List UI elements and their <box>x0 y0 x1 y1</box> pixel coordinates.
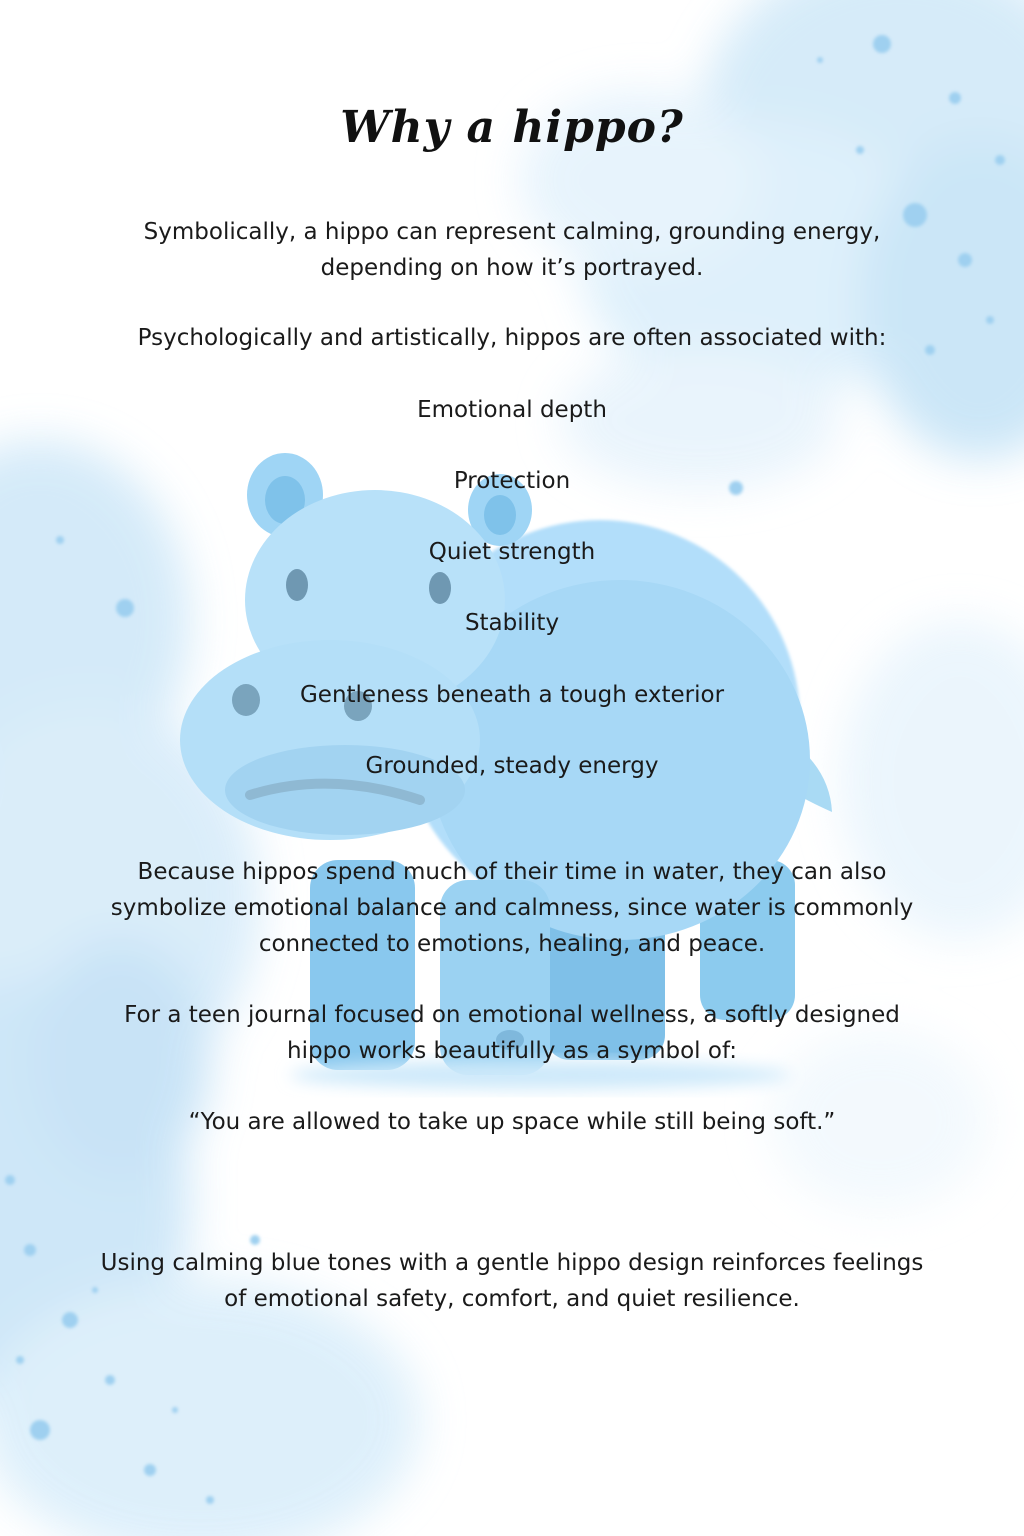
journal-paragraph: For a teen journal focused on emotional wellness, a softly designed hippo works beautifully as a symbol of: <box>124 1002 900 1064</box>
closing-paragraph: Using calming blue tones with a gentle hippo design reinforces feelings of emotional safety, comfort, and quiet resilience. <box>100 1250 924 1312</box>
list-item: Grounded, steady energy <box>365 753 659 779</box>
intro-paragraph: Symbolically, a hippo can represent calming, grounding energy, depending on how it’s portrayed. <box>143 219 881 281</box>
list-item: Stability <box>464 610 560 636</box>
quote-text: “You are allowed to take up space while still being soft.” <box>188 1109 836 1135</box>
list-item: Gentleness beneath a tough exterior <box>299 682 725 708</box>
list-item: Protection <box>453 468 571 494</box>
water-paragraph: Because hippos spend much of their time in water, they can also symbolize emotional balance and calmness, since water is commonly connected to emotions, healing, and peace. <box>110 859 914 957</box>
list-item: Emotional depth <box>417 397 607 423</box>
page-title: Why a hippo? <box>340 102 684 153</box>
list-item: Quiet strength <box>428 539 596 565</box>
lead-in-paragraph: Psychologically and artistically, hippos are often associated with: <box>137 325 887 351</box>
